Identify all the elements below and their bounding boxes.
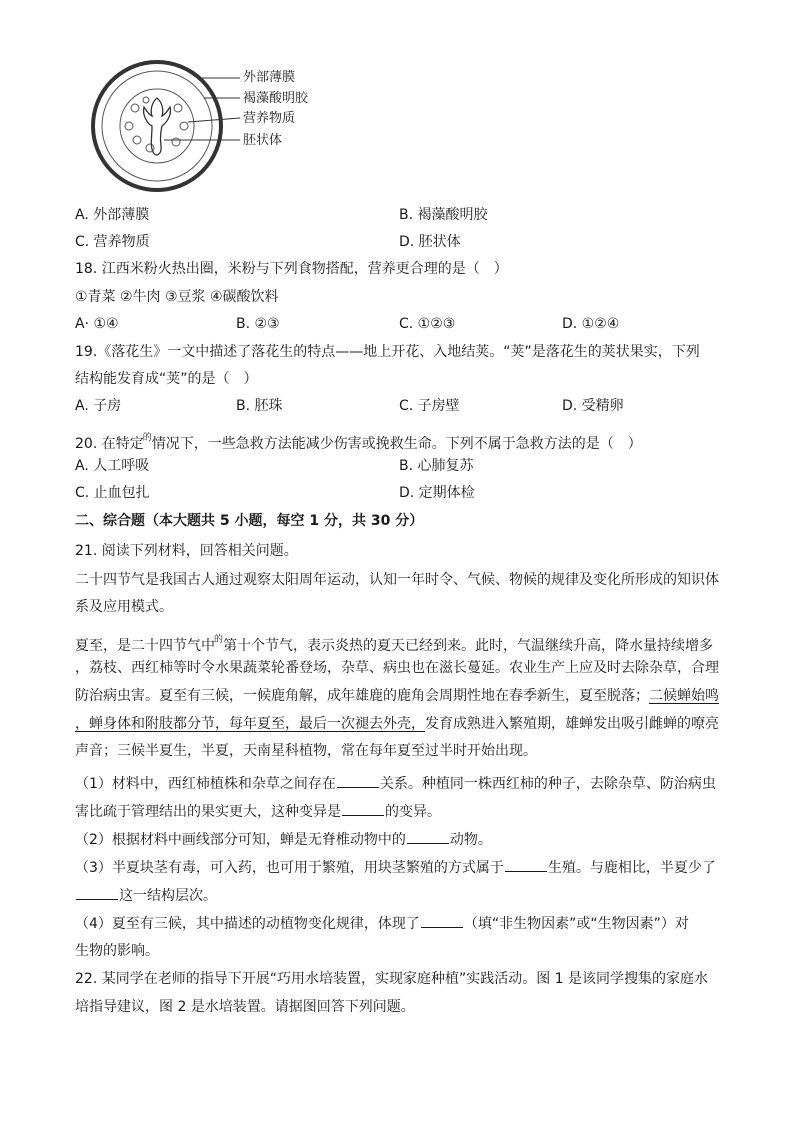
q19-option-c: C. 子房壁 (399, 398, 460, 414)
q21-p2-line3-underlined: 二候蝉始鸣 (649, 688, 719, 704)
q20-stem-post: 情况下，一些急救方法能减少伤害或挽救生命。下列不属于急救方法的是（ ） (151, 436, 642, 452)
q18-items: ①青菜 ②牛肉 ③豆浆 ④碳酸饮料 (75, 289, 279, 305)
q21-p2-line5: 声音；三候半夏生，半夏，天南星科植物，常在每年夏至过半时开始出现。 (75, 743, 537, 759)
q21-sub2-text-b: 动物。 (449, 832, 492, 848)
q21-sub3-text-a: （3）半夏块茎有毒，可入药，也可用于繁殖，用块茎繁殖的方式属于 (75, 860, 504, 876)
q21-sub4-blank (421, 913, 463, 928)
q21-sub3-blank1 (505, 857, 547, 872)
q20-stem-sup: 的 (142, 433, 152, 443)
q21-sub1-text-d: 的变异。 (385, 804, 441, 820)
q21-p2-line4 (75, 714, 719, 734)
q18-option-b: B. ②③ (236, 316, 280, 332)
q21-sub1-line1 (75, 773, 716, 794)
q20-option-c: C. 止血包扎 (75, 485, 150, 501)
q21-stem: 21. 阅读下列材料，回答相关问题。 (75, 543, 298, 559)
q22-line1: 22. 某同学在老师的指导下开展“巧用水培装置，实现家庭种植”实践活动。图 1 是该同学搜集的家庭水 (75, 971, 709, 987)
q21-p1-line1: 二十四节气是我国古人通过观察太阳周年运动，认知一年时令、气候、物候的规律及变化所形成的知识体 (75, 572, 719, 588)
q20-option-a: A. 人工呼吸 (75, 458, 150, 474)
q17-option-c: C. 营养物质 (75, 234, 150, 250)
q21-sub3-line1 (75, 857, 716, 878)
q18-option-c: C. ①②③ (399, 316, 456, 332)
q20-option-d: D. 定期体检 (399, 485, 475, 501)
q21-sub3-blank2 (76, 885, 118, 900)
q17-option-a: A. 外部薄膜 (75, 207, 150, 223)
q21-sub4-line1 (75, 913, 689, 934)
q21-p2-line1-post: 第十个节气，表示炎热的夏天已经到来。此时，气温继续升高，降水量持续增多 (223, 638, 714, 654)
q21-p2-line1 (75, 630, 713, 656)
q21-sub4-text-b: （填“非生物因素”或“生物因素”）对 (463, 916, 689, 932)
q21-p2-line2: ，荔枝、西红柿等时令水果蔬菜轮番登场，杂草、病虫也在滋长蔓延。农业生产上应及时去除杂草，合理 (75, 660, 719, 676)
q18-stem: 18. 江西米粉火热出圈，米粉与下列食物搭配，营养更合理的是（ ） (75, 261, 508, 277)
q21-sub1-text-c: 害比疏于管理结出的果实更大，这种变异是 (75, 804, 341, 820)
artificial-seed-diagram (90, 60, 330, 200)
q20-stem-pre: 20. 在特定 (75, 436, 144, 452)
q20-stem (75, 428, 642, 454)
q19-option-b: B. 胚珠 (236, 398, 283, 414)
label-alginate: 褐藻酸明胶 (243, 91, 309, 106)
q18-option-a: A· ①④ (75, 316, 119, 332)
q21-sub2-blank (407, 829, 449, 844)
q17-option-b: B. 褐藻酸明胶 (399, 207, 488, 223)
q21-sub1-blank2 (342, 801, 384, 816)
q21-p2-line3-text: 防治病虫害。夏至有三候，一候鹿角解，成年雄鹿的鹿角会周期性地在春季新生，夏至脱落； (75, 688, 649, 704)
q19-stem-line2: 结构能发育成“荚”的是（ ） (75, 371, 258, 387)
q19-option-d: D. 受精卵 (562, 398, 624, 414)
q19-option-a: A. 子房 (75, 398, 122, 414)
q21-p2-line3 (75, 686, 719, 706)
q19-stem-line1: 19.《落花生》一文中描述了落花生的特点——地上开花、入地结荚。“荚”是落花生的荚状果实，下列 (75, 344, 700, 360)
q21-p2-line4-text: 发育成熟进入繁殖期，雄蝉发出吸引雌蝉的嘹亮 (425, 716, 719, 732)
q21-sub3-text-c: 这一结构层次。 (119, 888, 217, 904)
q21-p2-line4-underlined: ，蝉身体和附肢都分节，每年夏至，最后一次褪去外壳， (75, 716, 425, 732)
q20-option-b: B. 心肺复苏 (399, 458, 474, 474)
q21-p1-line2: 系及应用模式。 (75, 599, 173, 615)
q22-line2: 培指导建议，图 2 是水培装置。请据图回答下列问题。 (75, 999, 415, 1015)
label-outer-membrane: 外部薄膜 (243, 70, 296, 85)
q21-sub4-line2: 生物的影响。 (75, 943, 159, 959)
q21-sub1-blank1 (337, 773, 379, 788)
q21-sub1-text-a: （1）材料中，西红柿植株和杂草之间存在 (75, 776, 336, 792)
label-embryoid: 胚状体 (243, 133, 283, 148)
q21-sub3-line2 (75, 885, 217, 906)
q21-p2-line1-pre: 夏至，是二十四节气中 (75, 638, 215, 654)
q21-sub4-text-a: （4）夏至有三候，其中描述的动植物变化规律，体现了 (75, 916, 420, 932)
q21-sub2-text-a: （2）根据材料中画线部分可知，蝉是无脊椎动物中的 (75, 832, 406, 848)
label-nutrient: 营养物质 (243, 111, 296, 126)
section2-title: 二、综合题（本大题共 5 小题，每空 1 分，共 30 分） (75, 513, 424, 529)
q21-p2-line1-sup: 的 (214, 635, 224, 645)
q21-sub2 (75, 829, 492, 850)
q21-sub3-text-b: 生殖。与鹿相比，半夏少了 (547, 860, 716, 876)
q18-option-d: D. ①②④ (562, 316, 620, 332)
q21-sub1-line2 (75, 801, 441, 822)
q21-sub1-text-b: 关系。种植同一株西红柿的种子，去除杂草、防治病虫 (379, 776, 716, 792)
q17-option-d: D. 胚状体 (399, 234, 461, 250)
